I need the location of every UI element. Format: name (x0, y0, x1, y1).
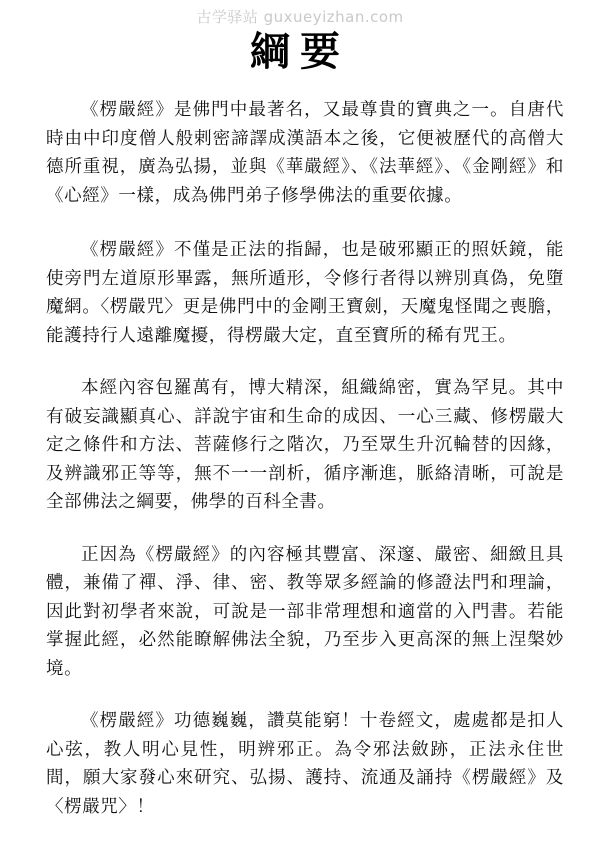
paragraph-4: 正因為《楞嚴經》的內容極其豐富、深邃、嚴密、細緻且具體，兼備了禪、淨、律、密、教等眾多經論的修證法門和理論，因此對初學者來說，可說是一部非常理想和適當的入門書。若能掌握此經，必然能瞭解佛法全貌，乃至步入更高深的無上涅槃妙境。 (46, 544, 564, 679)
paragraph-3: 本經內容包羅萬有，博大精深，組織綿密，實為罕見。其中有破妄識顯真心、詳說宇宙和生命的成因、一心三藏、修楞嚴大定之條件和方法、菩薩修行之階次，乃至眾生升沉輪替的因緣，及辨識邪正等等，無不一一剖析，循序漸進，脈絡清晰，可說是全部佛法之綱要，佛學的百科全書。 (46, 378, 564, 512)
watermark-text: 古学驿站 guxueyizhan.com (196, 8, 404, 26)
document-body (46, 96, 564, 845)
paragraph-2: 《楞嚴經》不僅是正法的指歸，也是破邪顯正的照妖鏡，能使旁門左道原形畢露，無所遁形，令修行者得以辨別真偽，免墮魔網。〈楞嚴咒〉更是佛門中的金剛王寶劍，天魔鬼怪聞之喪膽，能護持行人遠離魔擾，得楞嚴大定，直至寶所的稀有咒王。 (46, 240, 564, 346)
page-title: 綱要 (250, 29, 350, 75)
paragraph-5: 《楞嚴經》功德巍巍，讚莫能窮！十卷經文，處處都是扣人心弦，教人明心見性，明辨邪正。為令邪法斂跡，正法永住世間，願大家發心來研究、弘揚、護持、流通及誦持《楞嚴經》及〈楞嚴咒〉！ (46, 711, 564, 817)
paragraph-1: 《楞嚴經》是佛門中最著名，又最尊貴的寶典之一。自唐代時由中印度僧人般剌密諦譯成漢語本之後，它便被歷代的高僧大德所重視，廣為弘揚，並與《華嚴經》、《法華經》、《金剛經》和《心經》一樣，成為佛門弟子修學佛法的重要依據。 (46, 100, 564, 206)
